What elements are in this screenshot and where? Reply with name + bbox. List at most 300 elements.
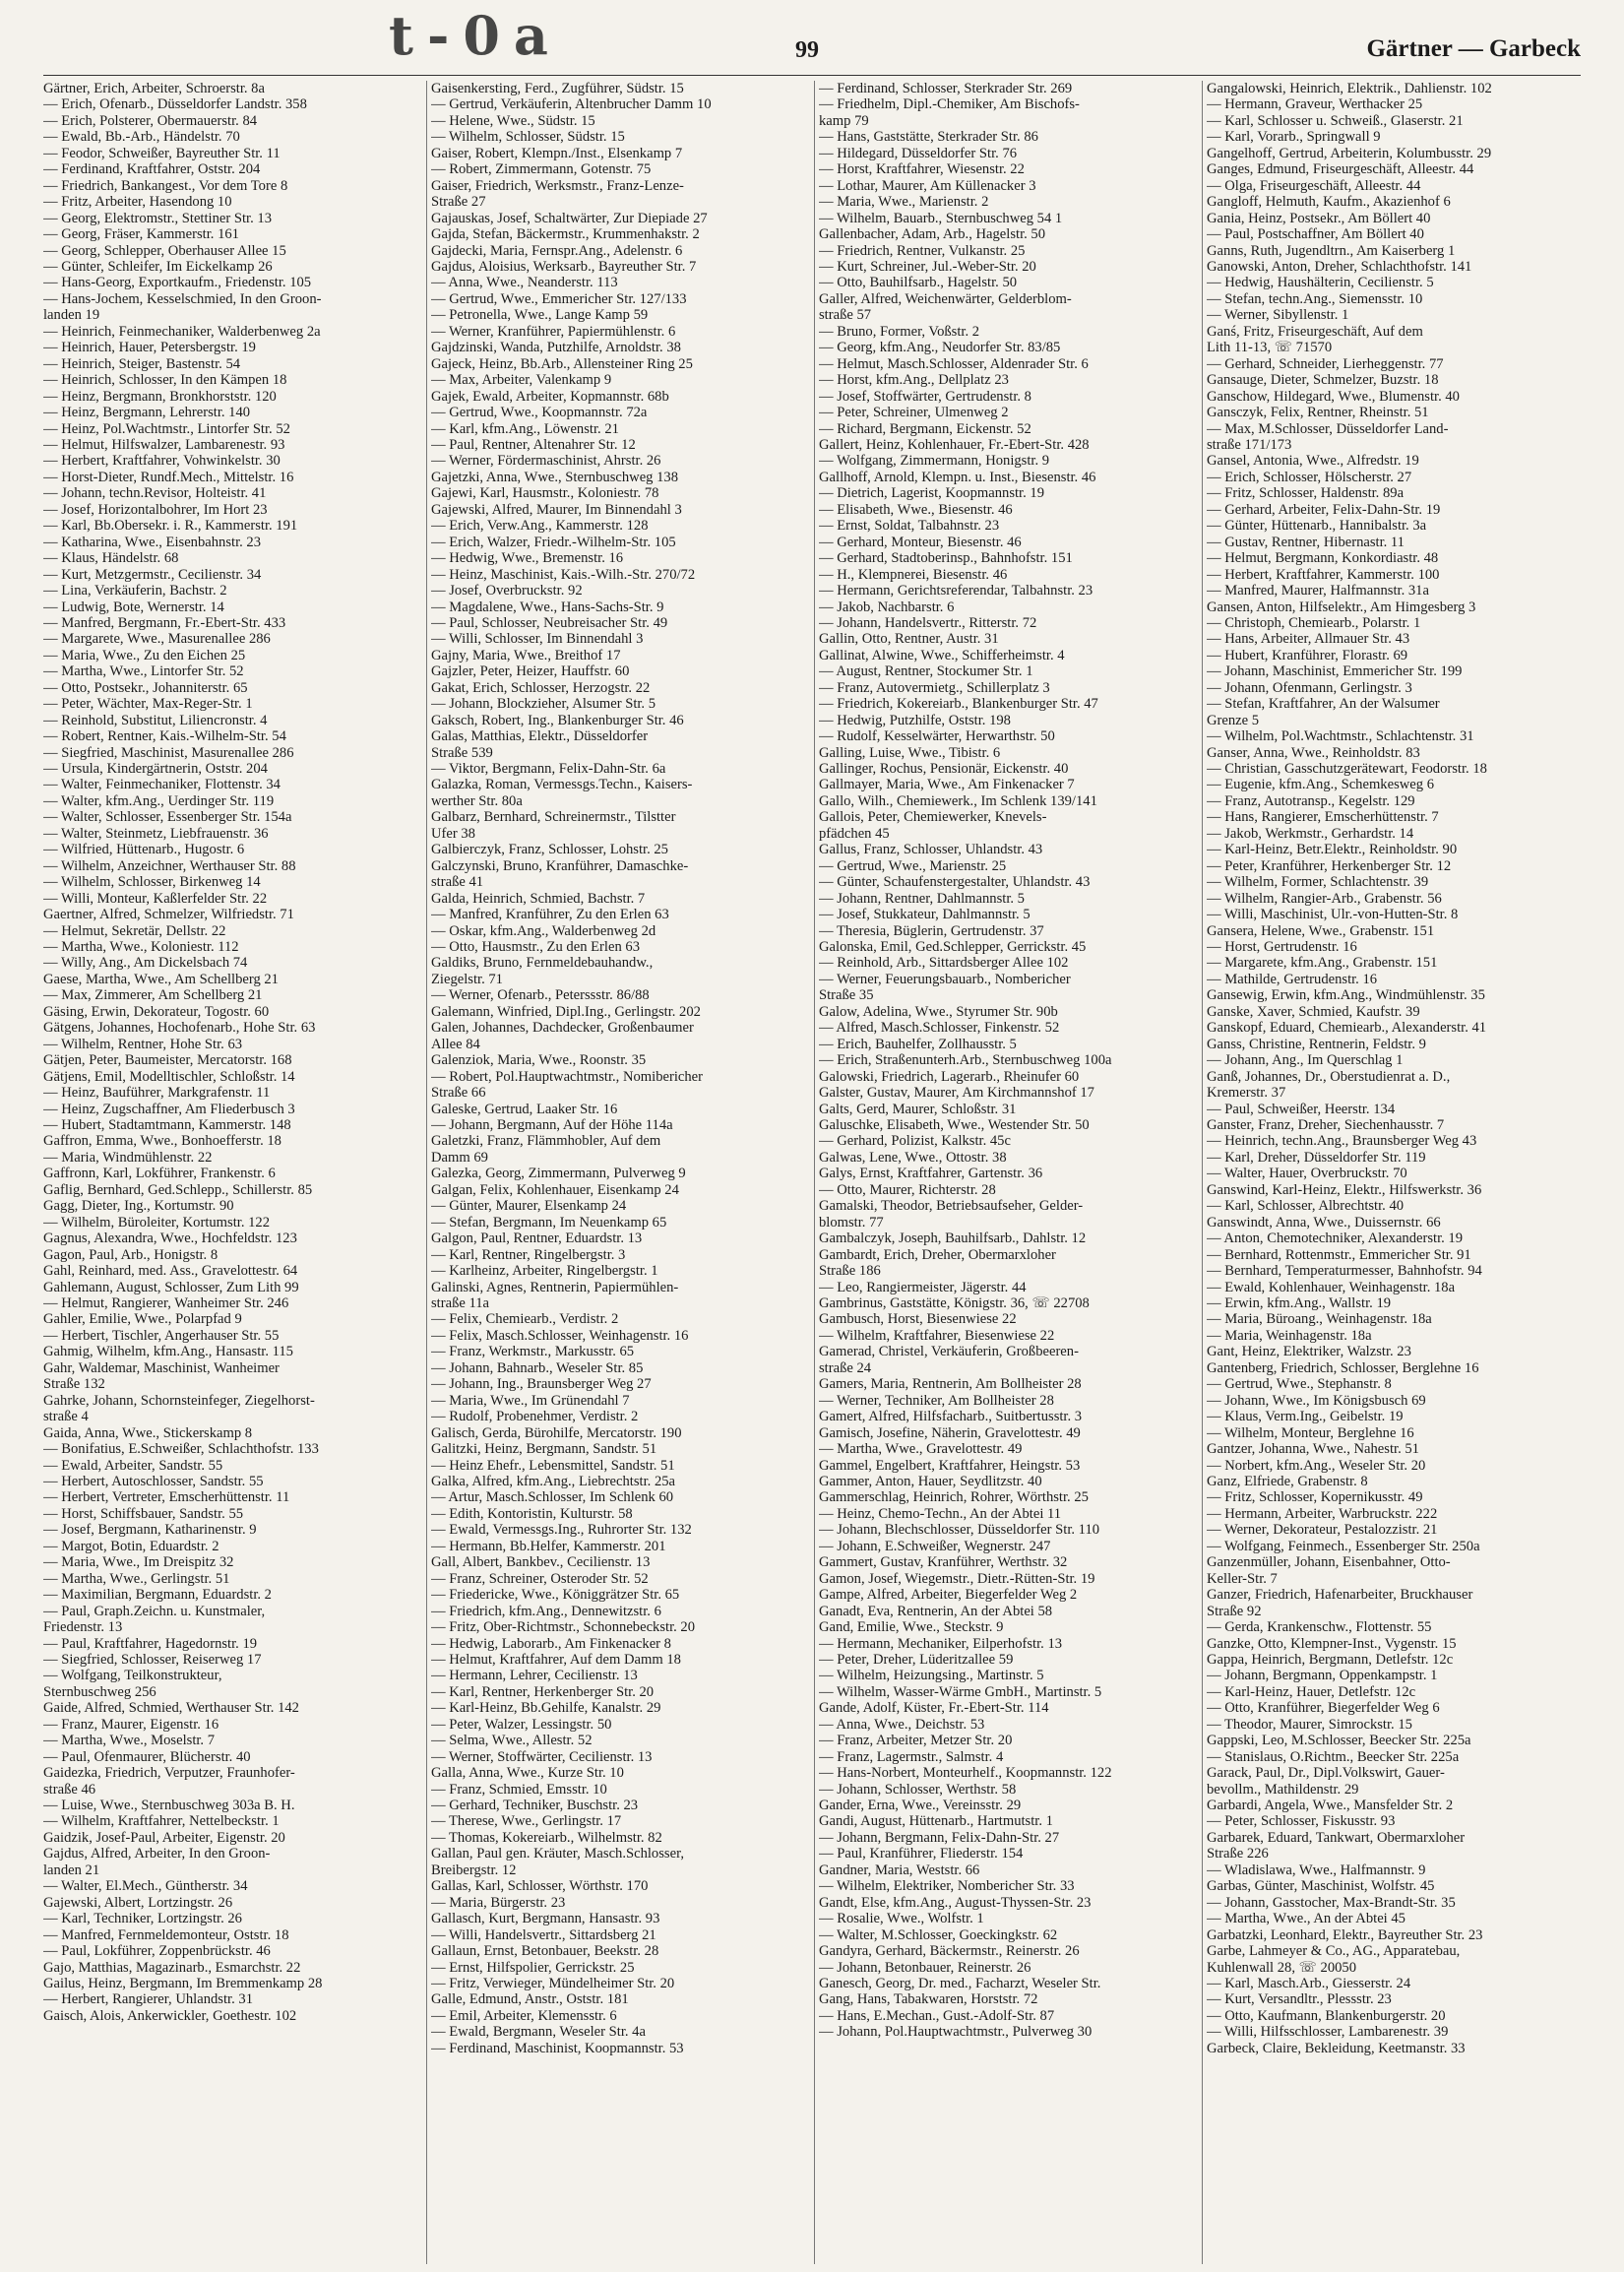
directory-column-3 [819, 81, 1193, 2264]
directory-entry: — Werner, Stoffwärter, Cecilienstr. 13 [431, 1748, 653, 1765]
directory-entry: Gammer, Anton, Hauer, Seydlitzstr. 40 [819, 1473, 1042, 1489]
directory-entry: — Martha, Wwe., Koloniestr. 112 [43, 939, 239, 956]
directory-entry: Galgon, Paul, Rentner, Eduardstr. 13 [431, 1231, 643, 1247]
directory-entry: — Franz, Arbeiter, Metzer Str. 20 [819, 1733, 1013, 1749]
directory-column-1 [43, 81, 417, 2264]
directory-entry: Gallmayer, Maria, Wwe., Am Finkenacker 7 [819, 777, 1075, 793]
directory-entry: — Maria, Wwe., Im Dreispitz 32 [43, 1554, 234, 1571]
directory-entry: — Johann, Handelsvertr., Ritterstr. 72 [819, 614, 1037, 631]
directory-entry: — Anton, Chemotechniker, Alexanderstr. 19 [1207, 1231, 1464, 1247]
directory-entry: Friedenstr. 13 [43, 1619, 123, 1636]
directory-entry: Gajewski, Alfred, Maurer, Im Binnendahl 3 [431, 501, 682, 518]
directory-entry: — Helmut, Hilfswalzer, Lambarenestr. 93 [43, 436, 285, 453]
directory-entry: — August, Rentner, Stockumer Str. 1 [819, 663, 1033, 680]
directory-entry: — Werner, Fördermaschinist, Ahrstr. 26 [431, 453, 661, 470]
directory-entry: Straße 66 [431, 1085, 486, 1102]
directory-entry: Garbas, Günter, Maschinist, Wolfstr. 45 [1207, 1878, 1435, 1895]
directory-entry: Galemann, Winfried, Dipl.Ing., Gerlingstr. 202 [431, 1003, 701, 1020]
directory-entry: — Hubert, Kranführer, Florastr. 69 [1207, 647, 1408, 663]
directory-entry: — Johann, Pol.Hauptwachtmstr., Pulverweg 30 [819, 2024, 1093, 2041]
directory-entry: Gande, Adolf, Küster, Fr.-Ebert-Str. 114 [819, 1700, 1049, 1717]
directory-entry: Gallhoff, Arnold, Klempn. u. Inst., Biesenstr. 46 [819, 469, 1096, 485]
directory-entry: — Ewald, Kohlenhauer, Weinhagenstr. 18a [1207, 1279, 1456, 1295]
directory-entry: Galys, Ernst, Kraftfahrer, Gartenstr. 36 [819, 1166, 1043, 1182]
directory-entry: — Johann, techn.Revisor, Holteistr. 41 [43, 485, 267, 502]
directory-entry: — Hermann, Gerichtsreferendar, Talbahnstr. 23 [819, 583, 1093, 600]
directory-entry: — Walter, M.Schlosser, Goeckingkstr. 62 [819, 1926, 1058, 1943]
directory-entry: — Johann, Bergmann, Oppenkampstr. 1 [1207, 1668, 1438, 1684]
directory-entry: — Franz, Autotransp., Kegelstr. 129 [1207, 792, 1415, 809]
directory-entry: — Wilhelm, Elektriker, Nombericher Str. 33 [819, 1878, 1075, 1895]
directory-entry: — Paul, Lokführer, Zoppenbrückstr. 46 [43, 1943, 271, 1960]
directory-entry: Ganzer, Friedrich, Hafenarbeiter, Bruckhauser [1207, 1587, 1473, 1604]
directory-entry: Ganowski, Anton, Dreher, Schlachthofstr. 141 [1207, 258, 1472, 275]
header-rule [43, 75, 1581, 76]
directory-entry: Lith 11-13, ☏ 71570 [1207, 340, 1333, 356]
directory-entry: Ganster, Franz, Dreher, Siechenhausstr. 7 [1207, 1117, 1445, 1133]
directory-entry: Gajeck, Heinz, Bb.Arb., Allensteiner Ring 25 [431, 355, 693, 372]
directory-entry: — Josef, Stoffwärter, Gertrudenstr. 8 [819, 388, 1031, 405]
directory-entry: Gaiser, Robert, Klempn./Inst., Elsenkamp 7 [431, 145, 683, 161]
directory-entry: — Walter, Schlosser, Essenberger Str. 154a [43, 809, 292, 826]
directory-entry: — Paul, Graph.Zeichn. u. Kunstmaler, [43, 1603, 266, 1619]
directory-entry: straße 57 [819, 307, 872, 324]
directory-entry: — Selma, Wwe., Allestr. 52 [431, 1733, 593, 1749]
directory-entry: — Lina, Verkäuferin, Bachstr. 2 [43, 583, 227, 600]
directory-entry: — Hubert, Stadtamtmann, Kammerstr. 148 [43, 1117, 291, 1133]
directory-entry: — Helmut, Bergmann, Konkordiastr. 48 [1207, 550, 1439, 567]
directory-entry: Gallinat, Alwine, Wwe., Schifferheimstr. 4 [819, 647, 1065, 663]
directory-entry: — Wilhelm, Kraftfahrer, Biesenwiese 22 [819, 1327, 1055, 1344]
directory-entry: — Wilhelm, Rangier-Arb., Grabenstr. 56 [1207, 890, 1442, 907]
directory-entry: — Hans, E.Mechan., Gust.-Adolf-Str. 87 [819, 2007, 1055, 2024]
directory-entry: Gamon, Josef, Wiegemstr., Dietr.-Rütten-Str. 19 [819, 1570, 1095, 1587]
directory-entry: — Herbert, Kraftfahrer, Vohwinkelstr. 30 [43, 453, 281, 470]
directory-entry: — Herbert, Kraftfahrer, Kammerstr. 100 [1207, 566, 1440, 583]
directory-entry: Galwas, Lene, Wwe., Ottostr. 38 [819, 1149, 1007, 1166]
directory-entry: — Maria, Weinhagenstr. 18a [1207, 1327, 1372, 1344]
directory-entry: — Friedhelm, Dipl.-Chemiker, Am Bischofs- [819, 96, 1080, 113]
directory-entry: — Manfred, Maurer, Halfmannstr. 31a [1207, 583, 1429, 600]
directory-entry: — Ewald, Vermessgs.Ing., Ruhrorter Str. 132 [431, 1522, 692, 1539]
directory-entry: — Helene, Wwe., Südstr. 15 [431, 112, 595, 129]
directory-entry: Ganesch, Georg, Dr. med., Facharzt, Weseler Str. [819, 1976, 1101, 1992]
directory-entry: — Robert, Pol.Hauptwachtmstr., Nomibericher [431, 1068, 704, 1085]
directory-entry: Ganskopf, Eduard, Chemiearb., Alexanderstr. 41 [1207, 1020, 1487, 1037]
directory-entry: Sternbuschweg 256 [43, 1683, 156, 1700]
directory-entry: — Hermann, Graveur, Werthacker 25 [1207, 96, 1423, 113]
directory-entry: Gansewig, Erwin, kfm.Ang., Windmühlenstr. 35 [1207, 987, 1485, 1004]
directory-entry: — Fritz, Ober-Richtmstr., Schonnebeckstr. 20 [431, 1619, 696, 1636]
directory-entry: Galowski, Friedrich, Lagerarb., Rheinufer 60 [819, 1068, 1080, 1085]
directory-entry: Gandner, Maria, Weststr. 66 [819, 1862, 980, 1878]
directory-entry: — Willi, Maschinist, Ulr.-von-Hutten-Str. 8 [1207, 907, 1459, 923]
directory-entry: — Klaus, Verm.Ing., Geibelstr. 19 [1207, 1409, 1404, 1425]
directory-entry: Gajewski, Albert, Lortzingstr. 26 [43, 1894, 233, 1911]
directory-entry: Gallas, Karl, Schlosser, Wörthstr. 170 [431, 1878, 649, 1895]
directory-entry: Gaida, Anna, Wwe., Stickerskamp 8 [43, 1424, 253, 1441]
directory-entry: Kremerstr. 37 [1207, 1085, 1286, 1102]
directory-entry: — Wilhelm, Pol.Wachtmstr., Schlachtenstr. 31 [1207, 728, 1474, 745]
directory-entry: — Peter, Kranführer, Herkenberger Str. 12 [1207, 857, 1452, 874]
directory-entry: — Werner, Techniker, Am Bollheister 28 [819, 1392, 1054, 1409]
directory-entry: Gallus, Franz, Schlosser, Uhlandstr. 43 [819, 842, 1043, 858]
directory-entry: Galuschke, Elisabeth, Wwe., Westender Str. 50 [819, 1117, 1090, 1133]
directory-entry: — Wladislawa, Wwe., Halfmannstr. 9 [1207, 1862, 1426, 1878]
directory-entry: — Gerhard, Arbeiter, Felix-Dahn-Str. 19 [1207, 501, 1441, 518]
directory-entry: — Heinz, Chemo-Techn., An der Abtei 11 [819, 1505, 1062, 1522]
directory-entry: — Hermann, Lehrer, Cecilienstr. 13 [431, 1668, 638, 1684]
directory-entry: — Johann, Bergmann, Auf der Höhe 114a [431, 1117, 673, 1133]
directory-entry: Galonska, Emil, Ged.Schlepper, Gerrickstr. 45 [819, 939, 1087, 956]
directory-entry: — Stanislaus, O.Richtm., Beecker Str. 225a [1207, 1748, 1460, 1765]
directory-entry: — Josef, Stukkateur, Dahlmannstr. 5 [819, 907, 1031, 923]
directory-entry: Gallo, Wilh., Chemiewerk., Im Schlenk 139/141 [819, 792, 1097, 809]
directory-entry: — Stefan, Bergmann, Im Neuenkamp 65 [431, 1214, 667, 1231]
directory-entry: Gallaun, Ernst, Betonbauer, Beekstr. 28 [431, 1943, 659, 1960]
directory-entry: — Fritz, Arbeiter, Hasendong 10 [43, 194, 232, 211]
directory-entry: Gammerschlag, Heinrich, Rohrer, Wörthstr. 25 [819, 1489, 1089, 1506]
directory-entry: — Josef, Horizontalbohrer, Im Hort 23 [43, 501, 268, 518]
directory-entry: — Helmut, Rangierer, Wanheimer Str. 246 [43, 1294, 289, 1311]
directory-entry: — Hans, Arbeiter, Allmauer Str. 43 [1207, 631, 1410, 648]
directory-entry: Galdiks, Bruno, Fernmeldebauhandw., [431, 955, 654, 972]
directory-entry: Gangelhoff, Gertrud, Arbeiterin, Kolumbusstr. 29 [1207, 145, 1492, 161]
directory-entry: — Walter, Steinmetz, Liebfrauenstr. 36 [43, 825, 269, 842]
directory-entry: — Hildegard, Düsseldorfer Str. 76 [819, 145, 1018, 161]
directory-entry: — Manfred, Bergmann, Fr.-Ebert-Str. 433 [43, 614, 286, 631]
directory-entry: — Emil, Arbeiter, Klemensstr. 6 [431, 2007, 617, 2024]
directory-entry: — Erich, Verw.Ang., Kammerstr. 128 [431, 518, 649, 535]
directory-entry: Gandi, August, Hüttenarb., Hartmutstr. 1 [819, 1813, 1053, 1830]
directory-entry: — Friedrich, Bankangest., Vor dem Tore 8 [43, 177, 288, 194]
directory-entry: — Maria, Windmühlenstr. 22 [43, 1149, 213, 1166]
directory-entry: — Willi, Hilfsschlosser, Lambarenestr. 39 [1207, 2024, 1449, 2041]
directory-entry: — Christoph, Chemiearb., Polarstr. 1 [1207, 614, 1421, 631]
directory-entry: — Robert, Rentner, Kais.-Wilhelm-Str. 54 [43, 728, 286, 745]
directory-entry: — Fritz, Verwieger, Mündelheimer Str. 20 [431, 1976, 675, 1992]
directory-entry: — Hans-Jochem, Kesselschmied, In den Groon- [43, 290, 322, 307]
directory-entry: — Stefan, techn.Ang., Siemensstr. 10 [1207, 290, 1423, 307]
directory-entry: — Mathilde, Gertrudenstr. 16 [1207, 971, 1378, 987]
directory-entry: Kuhlenwall 28, ☏ 20050 [1207, 1959, 1357, 1976]
directory-entry: Gamalski, Theodor, Betriebsaufseher, Gelder- [819, 1198, 1084, 1215]
directory-entry: Galczynski, Bruno, Kranführer, Damaschke- [431, 857, 689, 874]
directory-entry: — Klaus, Händelstr. 68 [43, 550, 179, 567]
directory-entry: Gappski, Leo, M.Schlosser, Beecker Str. 225a [1207, 1733, 1471, 1749]
directory-entry: — Reinhold, Substitut, Liliencronstr. 4 [43, 712, 268, 728]
directory-entry: Gagon, Paul, Arb., Honigstr. 8 [43, 1246, 219, 1263]
directory-entry: Damm 69 [431, 1149, 488, 1166]
directory-entry: Galgan, Felix, Kohlenhauer, Eisenkamp 24 [431, 1181, 679, 1198]
directory-entry: — Petronella, Wwe., Lange Kamp 59 [431, 307, 649, 324]
directory-entry: — Heinz, Maschinist, Kais.-Wilh.-Str. 270/72 [431, 566, 696, 583]
directory-entry: — Magdalene, Wwe., Hans-Sachs-Str. 9 [431, 599, 664, 615]
directory-entry: — Herbert, Tischler, Angerhauser Str. 55 [43, 1327, 280, 1344]
directory-entry: Straße 539 [431, 744, 493, 761]
directory-entry: Gaide, Alfred, Schmied, Werthauser Str. 142 [43, 1700, 299, 1717]
directory-entry: Gajek, Ewald, Arbeiter, Kopmannstr. 68b [431, 388, 669, 405]
directory-entry: — Karl, Dreher, Düsseldorfer Str. 119 [1207, 1149, 1426, 1166]
directory-entry: — Ursula, Kindergärtnerin, Oststr. 204 [43, 761, 268, 778]
directory-entry: — Wilhelm, Monteur, Berglehne 16 [1207, 1424, 1414, 1441]
directory-entry: — Franz, Maurer, Eigenstr. 16 [43, 1716, 219, 1733]
directory-entry: Gahrke, Johann, Schornsteinfeger, Ziegelhorst- [43, 1392, 315, 1409]
directory-entry: — Johann, Schlosser, Werthstr. 58 [819, 1781, 1017, 1798]
directory-entry: — Johann, E.Schweißer, Wegnerstr. 247 [819, 1538, 1051, 1554]
directory-entry: Gansen, Anton, Hilfselektr., Am Himgesberg 3 [1207, 599, 1476, 615]
directory-entry: — Dietrich, Lagerist, Koopmannstr. 19 [819, 485, 1044, 502]
directory-entry: Galezka, Georg, Zimmermann, Pulverweg 9 [431, 1166, 686, 1182]
directory-entry: Ganadt, Eva, Rentnerin, An der Abtei 58 [819, 1603, 1053, 1619]
directory-entry: — Peter, Walzer, Lessingstr. 50 [431, 1716, 612, 1733]
directory-entry: — Jakob, Werkmstr., Gerhardstr. 14 [1207, 825, 1414, 842]
directory-entry: — Therese, Wwe., Gerlingstr. 17 [431, 1813, 622, 1830]
directory-entry: — Martha, Wwe., Gerlingstr. 51 [43, 1570, 230, 1587]
directory-entry: — Feodor, Schweißer, Bayreuther Str. 11 [43, 145, 281, 161]
directory-entry: — Bonifatius, E.Schweißer, Schlachthofstr. 133 [43, 1441, 319, 1458]
directory-entry: — Walter, Hauer, Overbruckstr. 70 [1207, 1166, 1407, 1182]
directory-entry: — Erich, Polsterer, Obermauerstr. 84 [43, 112, 258, 129]
directory-entry: — Johann, Maschinist, Emmericher Str. 199 [1207, 663, 1463, 680]
directory-entry: — Max, Zimmerer, Am Schellberg 21 [43, 987, 263, 1004]
directory-entry: — Helmut, Sekretär, Dellstr. 22 [43, 922, 226, 939]
directory-entry: Galka, Alfred, kfm.Ang., Liebrechtstr. 25a [431, 1473, 676, 1489]
directory-entry: Galda, Heinrich, Schmied, Bachstr. 7 [431, 890, 646, 907]
directory-entry: Gagnus, Alexandra, Wwe., Hochfeldstr. 123 [43, 1231, 297, 1247]
directory-entry: — Heinz, Pol.Wachtmstr., Lintorfer Str. 52 [43, 420, 290, 437]
directory-entry: Gajdecki, Maria, Fernspr.Ang., Adelenstr. 6 [431, 242, 683, 259]
directory-entry: — Otto, Postsekr., Johanniterstr. 65 [43, 679, 248, 696]
directory-column-4 [1207, 81, 1581, 2264]
directory-entry: — Karl, Vorarb., Springwall 9 [1207, 129, 1381, 146]
directory-entry: Gaisch, Alois, Ankerwickler, Goethestr. 102 [43, 2007, 297, 2024]
directory-entry: — Peter, Schlosser, Fiskusstr. 93 [1207, 1813, 1396, 1830]
directory-entry: — Werner, Dekorateur, Pestalozzistr. 21 [1207, 1522, 1438, 1539]
directory-entry: — Werner, Ofenarb., Peterssstr. 86/88 [431, 987, 650, 1004]
directory-entry: bevollm., Mathildenstr. 29 [1207, 1781, 1359, 1798]
directory-entry: Gajdus, Alfred, Arbeiter, In den Groon- [43, 1846, 271, 1862]
directory-entry: Garbeck, Claire, Bekleidung, Keetmanstr. 33 [1207, 2040, 1466, 2056]
directory-entry: — Wilhelm, Rentner, Hohe Str. 63 [43, 1036, 243, 1052]
directory-entry: — Margot, Botin, Eduardstr. 2 [43, 1538, 219, 1554]
directory-entry: Galeske, Gertrud, Laaker Str. 16 [431, 1101, 618, 1117]
directory-entry: — Martha, Wwe., Moselstr. 7 [43, 1733, 216, 1749]
directory-entry: — Alfred, Masch.Schlosser, Finkenstr. 52 [819, 1020, 1060, 1037]
directory-entry: Galenziok, Maria, Wwe., Roonstr. 35 [431, 1052, 647, 1069]
directory-entry: — Ewald, Bb.-Arb., Händelstr. 70 [43, 129, 240, 146]
directory-entry: Straße 132 [43, 1376, 105, 1393]
directory-entry: — Martha, Wwe., An der Abtei 45 [1207, 1911, 1405, 1927]
directory-entry: — Bruno, Former, Voßstr. 2 [819, 323, 980, 340]
directory-entry: — Ferdinand, Maschinist, Koopmannstr. 53 [431, 2040, 684, 2056]
directory-entry: — Friedrich, kfm.Ang., Dennewitzstr. 6 [431, 1603, 661, 1619]
directory-entry: Gärtner, Erich, Arbeiter, Schroerstr. 8a [43, 81, 265, 96]
directory-entry: — Hedwig, Putzhilfe, Oststr. 198 [819, 712, 1011, 728]
directory-entry: Gallinger, Rochus, Pensionär, Eickenstr. 40 [819, 761, 1069, 778]
directory-entry: — Hedwig, Laborarb., Am Finkenacker 8 [431, 1635, 671, 1652]
directory-entry: Gambrinus, Gaststätte, Königstr. 36, ☏ 22708 [819, 1294, 1090, 1311]
directory-entry: — Peter, Dreher, Lüderitzallee 59 [819, 1651, 1014, 1668]
directory-entry: — Karl, Techniker, Lortzingstr. 26 [43, 1911, 242, 1927]
directory-entry: — Georg, Fräser, Kammerstr. 161 [43, 226, 239, 243]
directory-entry: Ganz, Elfriede, Grabenstr. 8 [1207, 1473, 1368, 1489]
directory-entry: Gang, Hans, Tabakwaren, Horststr. 72 [819, 1991, 1038, 2008]
directory-entry: Gaese, Martha, Wwe., Am Schellberg 21 [43, 971, 279, 987]
directory-entry: — Wilhelm, Heizungsing., Martinstr. 5 [819, 1668, 1044, 1684]
directory-entry: — Kurt, Metzgermstr., Cecilienstr. 34 [43, 566, 262, 583]
directory-entry: — Margarete, Wwe., Masurenallee 286 [43, 631, 271, 648]
directory-entry: Gaidzik, Josef-Paul, Arbeiter, Eigenstr. 20 [43, 1829, 285, 1846]
directory-entry: landen 21 [43, 1862, 100, 1878]
directory-entry: — Franz, Lagermstr., Salmstr. 4 [819, 1748, 1004, 1765]
directory-entry: — Ewald, Bergmann, Weseler Str. 4a [431, 2024, 646, 2041]
directory-entry: — Johann, Blockzieher, Alsumer Str. 5 [431, 696, 656, 713]
directory-entry: Galow, Adelina, Wwe., Styrumer Str. 90b [819, 1003, 1058, 1020]
directory-entry: Gall, Albert, Bankbev., Cecilienstr. 13 [431, 1554, 651, 1571]
directory-entry: — Hans, Gaststätte, Sterkrader Str. 86 [819, 129, 1038, 146]
directory-entry: — Hermann, Bb.Helfer, Kammerstr. 201 [431, 1538, 666, 1554]
directory-entry: — Karl, Schlosser u. Schweiß., Glaserstr. 21 [1207, 112, 1464, 129]
directory-column-2 [431, 81, 805, 2264]
directory-entry: — Wilhelm, Büroleiter, Kortumstr. 122 [43, 1214, 271, 1231]
directory-entry: Galetzki, Franz, Flämmhobler, Auf dem [431, 1133, 661, 1150]
directory-entry: — Hans-Norbert, Monteurhelf., Koopmannstr. 122 [819, 1765, 1112, 1782]
directory-entry: — Heinrich, Schlosser, In den Kämpen 18 [43, 372, 287, 389]
directory-entry: — Herbert, Vertreter, Emscherhüttenstr. 11 [43, 1489, 290, 1506]
directory-entry: — Otto, Kaufmann, Blankenburgerstr. 20 [1207, 2007, 1446, 2024]
directory-entry: Gaffron, Emma, Wwe., Bonhoefferstr. 18 [43, 1133, 281, 1150]
directory-entry: Gallan, Paul gen. Kräuter, Masch.Schlosser, [431, 1846, 684, 1862]
directory-entry: Galas, Matthias, Elektr., Düsseldorfer [431, 728, 649, 745]
directory-entry: Gajny, Maria, Wwe., Breithof 17 [431, 647, 621, 663]
directory-entry: — Friedericke, Wwe., Königgrätzer Str. 65 [431, 1587, 680, 1604]
directory-entry: straße 46 [43, 1781, 96, 1798]
directory-entry: Galler, Alfred, Weichenwärter, Gelderblom- [819, 290, 1072, 307]
directory-entry: Ganschow, Hildegard, Wwe., Blumenstr. 40 [1207, 388, 1460, 405]
directory-entry: — Johann, Bergmann, Felix-Dahn-Str. 27 [819, 1829, 1060, 1846]
directory-columns [43, 81, 1585, 2264]
directory-entry: — Heinz, Bauführer, Markgrafenstr. 11 [43, 1085, 271, 1102]
directory-entry: — Erich, Straßenunterh.Arb., Sternbuschweg 100a [819, 1052, 1112, 1069]
directory-entry: — Felix, Masch.Schlosser, Weinhagenstr. 16 [431, 1327, 689, 1344]
directory-entry: Ziegelstr. 71 [431, 971, 503, 987]
directory-entry: — Willi, Monteur, Kaßlerfelder Str. 22 [43, 890, 268, 907]
directory-entry: blomstr. 77 [819, 1214, 884, 1231]
directory-entry: — Manfred, Kranführer, Zu den Erlen 63 [431, 907, 669, 923]
directory-entry: kamp 79 [819, 112, 869, 129]
directory-entry: pfädchen 45 [819, 825, 890, 842]
directory-entry: Gajdus, Aloisius, Werksarb., Bayreuther Str. 7 [431, 258, 697, 275]
directory-entry: Garack, Paul, Dr., Dipl.Volkswirt, Gauer- [1207, 1765, 1445, 1782]
directory-entry: — Gustav, Rentner, Hibernastr. 11 [1207, 534, 1405, 550]
directory-entry: — Artur, Masch.Schlosser, Im Schlenk 60 [431, 1489, 674, 1506]
directory-entry: Gahl, Reinhard, med. Ass., Gravelottestr. 64 [43, 1263, 298, 1280]
directory-entry: — Anna, Wwe., Deichstr. 53 [819, 1716, 985, 1733]
directory-entry: — Paul, Ofenmaurer, Blücherstr. 40 [43, 1748, 251, 1765]
directory-entry: — Walter, kfm.Ang., Uerdinger Str. 119 [43, 792, 275, 809]
directory-entry: Ganss, Christine, Rentnerin, Feldstr. 9 [1207, 1036, 1426, 1052]
directory-entry: — Wolfgang, Teilkonstrukteur, [43, 1668, 222, 1684]
directory-entry: — Helmut, Kraftfahrer, Auf dem Damm 18 [431, 1651, 681, 1668]
directory-entry: Straße 35 [819, 987, 874, 1004]
directory-entry: — Johann, Bahnarb., Weseler Str. 85 [431, 1359, 644, 1376]
directory-entry: Gangloff, Helmuth, Kaufm., Akazienhof 6 [1207, 194, 1451, 211]
directory-entry: — Helmut, Masch.Schlosser, Aldenrader Str. 6 [819, 355, 1089, 372]
directory-entry: — Rudolf, Probenehmer, Verdistr. 2 [431, 1409, 639, 1425]
directory-entry: — Oskar, kfm.Ang., Walderbenweg 2d [431, 922, 656, 939]
directory-entry: — Günter, Schaufenstergestalter, Uhlandstr. 43 [819, 874, 1091, 891]
directory-entry: — Wilhelm, Former, Schlachtenstr. 39 [1207, 874, 1429, 891]
directory-entry: Gaiser, Friedrich, Werksmstr., Franz-Lenze- [431, 177, 684, 194]
directory-entry: — Günter, Schleifer, Im Eickelkamp 26 [43, 258, 273, 275]
directory-entry: — Reinhold, Arb., Sittardsberger Allee 102 [819, 955, 1069, 972]
directory-entry: straße 4 [43, 1409, 89, 1425]
directory-entry: — Manfred, Fernmeldemonteur, Oststr. 18 [43, 1926, 289, 1943]
directory-entry: — Karl, Rentner, Herkenberger Str. 20 [431, 1683, 655, 1700]
directory-entry: Gamert, Alfred, Hilfsfacharb., Suitbertusstr. 3 [819, 1409, 1083, 1425]
directory-entry: — Max, M.Schlosser, Düsseldorfer Land- [1207, 420, 1449, 437]
directory-entry: — Erich, Walzer, Friedr.-Wilhelm-Str. 105 [431, 534, 676, 550]
directory-entry: — Karl, Masch.Arb., Giesserstr. 24 [1207, 1976, 1411, 1992]
directory-entry: — Lothar, Maurer, Am Küllenacker 3 [819, 177, 1036, 194]
directory-entry: Gantenberg, Friedrich, Schlosser, Berglehne 16 [1207, 1359, 1479, 1376]
directory-entry: — Werner, Sibyllenstr. 1 [1207, 307, 1349, 324]
directory-entry: Gappa, Heinrich, Bergmann, Detlefstr. 12c [1207, 1651, 1454, 1668]
directory-entry: — Horst, Kraftfahrer, Wiesenstr. 22 [819, 161, 1025, 178]
directory-entry: — Johann, Ing., Braunsberger Weg 27 [431, 1376, 652, 1393]
directory-entry: Ganswind, Karl-Heinz, Elektr., Hilfswerkstr. 36 [1207, 1181, 1482, 1198]
directory-entry: — Wilfried, Hüttenarb., Hugostr. 6 [43, 842, 245, 858]
directory-entry: Gajo, Matthias, Magazinarb., Esmarchstr. 22 [43, 1959, 301, 1976]
directory-entry: — Wolfgang, Zimmermann, Honigstr. 9 [819, 453, 1050, 470]
directory-entry: Galts, Gerd, Maurer, Schloßstr. 31 [819, 1101, 1017, 1117]
directory-entry: — Werner, Kranführer, Papiermühlenstr. 6 [431, 323, 676, 340]
directory-entry: — Willy, Ang., Am Dickelsbach 74 [43, 955, 248, 972]
directory-entry: Galbarz, Bernhard, Schreinermstr., Tilstter [431, 809, 676, 826]
directory-entry: Gallasch, Kurt, Bergmann, Hansastr. 93 [431, 1911, 660, 1927]
directory-entry: — Johann, Ofenmann, Gerlingstr. 3 [1207, 679, 1412, 696]
directory-entry: Gajzler, Peter, Heizer, Hauffstr. 60 [431, 663, 630, 680]
directory-entry: Gahr, Waldemar, Maschinist, Wanheimer [43, 1359, 280, 1376]
directory-entry: — Hans, Rangierer, Emscherhüttenstr. 7 [1207, 809, 1439, 826]
directory-entry: — Paul, Schlosser, Neubreisacher Str. 49 [431, 614, 668, 631]
directory-entry: — Rosalie, Wwe., Wolfstr. 1 [819, 1911, 984, 1927]
directory-entry: Gansel, Antonia, Wwe., Alfredstr. 19 [1207, 453, 1419, 470]
directory-entry: — Ernst, Soldat, Talbahnstr. 23 [819, 518, 1000, 535]
directory-entry: Garbarek, Eduard, Tankwart, Obermarxloher [1207, 1829, 1466, 1846]
directory-entry: Gammel, Engelbert, Kraftfahrer, Heingstr. 53 [819, 1457, 1081, 1474]
directory-entry: Gakat, Erich, Schlosser, Herzogstr. 22 [431, 679, 651, 696]
directory-entry: — Theodor, Maurer, Simrockstr. 15 [1207, 1716, 1412, 1733]
directory-entry: — Karl-Heinz, Bb.Gehilfe, Kanalstr. 29 [431, 1700, 661, 1717]
directory-entry: — Johann, Betonbauer, Reinerstr. 26 [819, 1959, 1031, 1976]
directory-entry: — Bernhard, Rottenmstr., Emmericher Str. 91 [1207, 1246, 1471, 1263]
directory-entry: — Gerhard, Schneider, Lierheggenstr. 77 [1207, 355, 1444, 372]
directory-entry: Gambalczyk, Joseph, Bauhilfsarb., Dahlstr. 12 [819, 1231, 1087, 1247]
directory-entry: — Gertrud, Wwe., Stephanstr. 8 [1207, 1376, 1392, 1393]
directory-entry: Gander, Erna, Wwe., Vereinsstr. 29 [819, 1798, 1022, 1814]
directory-entry: — Johann, Rentner, Dahlmannstr. 5 [819, 890, 1025, 907]
directory-entry: Straße 226 [1207, 1846, 1269, 1862]
directory-entry: — Heinrich, Feinmechaniker, Walderbenweg 2a [43, 323, 321, 340]
directory-entry: Galisch, Gerda, Bürohilfe, Mercatorstr. 190 [431, 1424, 682, 1441]
directory-entry: — Maria, Wwe., Im Grünendahl 7 [431, 1392, 630, 1409]
directory-entry: straße 24 [819, 1359, 872, 1376]
directory-entry: — Wilhelm, Kraftfahrer, Nettelbeckstr. 1 [43, 1813, 280, 1830]
directory-entry: Garbe, Lahmeyer & Co., AG., Apparatebau, [1207, 1943, 1461, 1960]
directory-entry: Garbardi, Angela, Wwe., Mansfelder Str. 2 [1207, 1798, 1454, 1814]
